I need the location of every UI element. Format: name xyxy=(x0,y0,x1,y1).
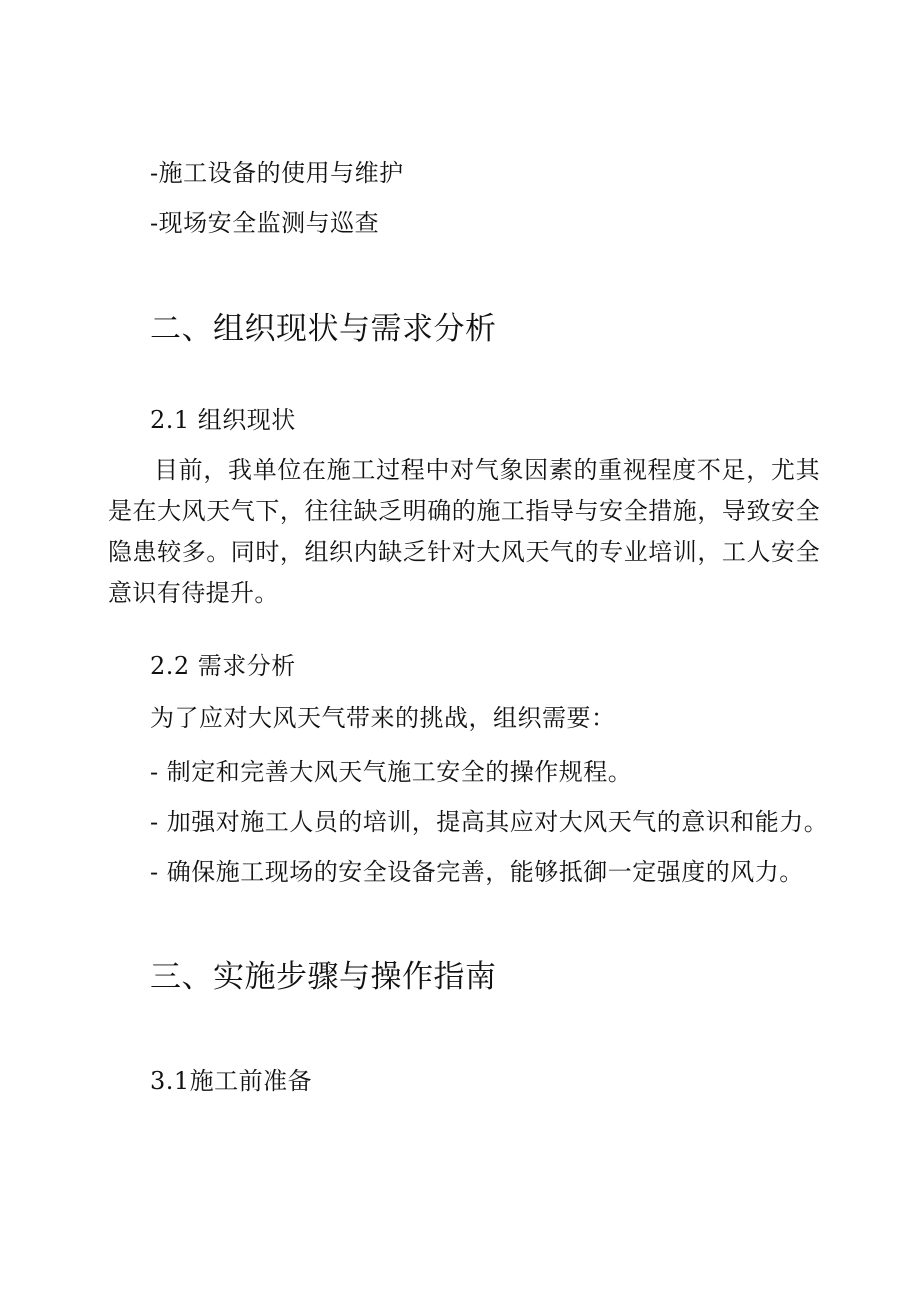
subsection-2-1-title: 2.1 组织现状 xyxy=(150,406,296,434)
subsection-2-1-paragraph: 目前，我单位在施工过程中对气象因素的重视程度不足，尤其是在大风天气下，往往缺乏明确的施工指导与安全措施，导致安全隐患较多。同时，组织内缺乏针对大风天气的专业培训，工人安全意识有待提升。 xyxy=(108,456,820,607)
subsection-2-2-intro: 为了应对大风天气带来的挑战，组织需要： xyxy=(150,704,616,732)
bullet-equipment-maintenance: -施工设备的使用与维护 xyxy=(150,159,404,187)
subsection-2-2-title: 2.2 需求分析 xyxy=(150,652,296,680)
bullet-site-inspection: -现场安全监测与巡查 xyxy=(150,209,380,237)
subsection-3-1-title: 3.1施工前准备 xyxy=(150,1067,313,1095)
section-2-heading: 二、组织现状与需求分析 xyxy=(150,311,497,347)
requirement-item: - 确保施工现场的安全设备完善，能够抵御一定强度的风力。 xyxy=(150,858,804,886)
requirement-item: - 制定和完善大风天气施工安全的操作规程。 xyxy=(150,758,633,786)
requirement-item: - 加强对施工人员的培训，提高其应对大风天气的意识和能力。 xyxy=(150,808,829,836)
section-3-heading: 三、实施步骤与操作指南 xyxy=(150,959,497,995)
